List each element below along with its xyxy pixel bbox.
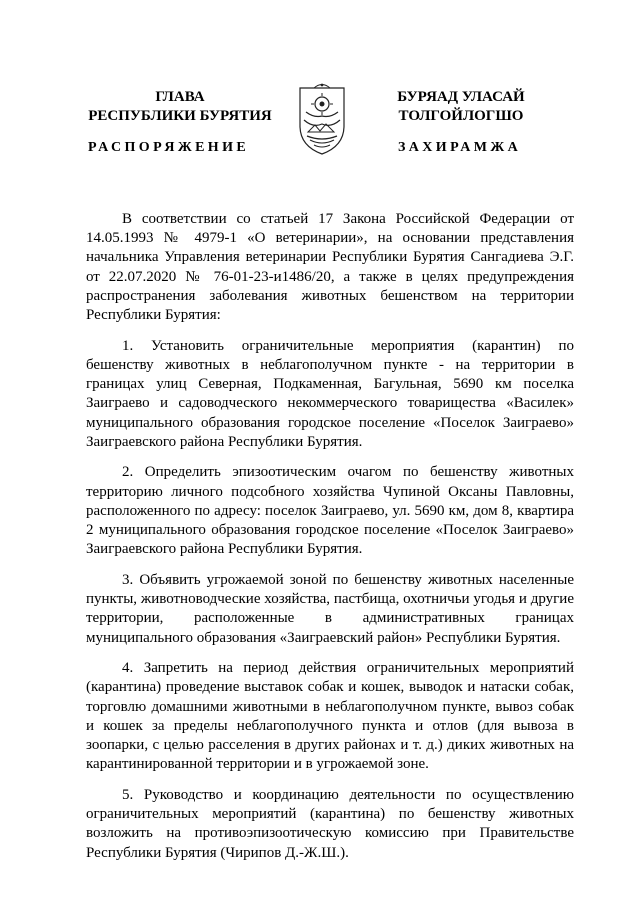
header-left-title: ГЛАВА <box>155 89 205 105</box>
preamble-paragraph: В соответствии со статьей 17 Закона Российской Федерации от 14.05.1993 № 4979-1 «О ветеринарии», на основании представления начальника Управления ветеринарии Республики Бурятия Сангадиева Э.Г. от 22.07.2020 № 76-01-23-и1486/20, а также в целях предупреждения распространения заболевания животных бешенством на территории Республики Бурятия: <box>86 211 574 324</box>
header-right-title: БУРЯАД УЛАСАЙ <box>397 89 525 105</box>
item-paragraph-1: 1. Установить ограничительные мероприятия (карантин) по бешенству животных в неблагополучном пункте - на территории в границах улиц Северная, Подкаменная, Багульная, 5690 км поселка Заиграево и садоводческого некоммерческого товарищества «Василек» муниципального образования городское поселение «Поселок Заиграево» Заиграевского района Республики Бурятия. <box>86 337 574 450</box>
document-body <box>86 210 574 874</box>
item-paragraph-5: 5. Руководство и координацию деятельности по осуществлению ограничительных мероприятий (карантина) по бешенству животных возложить на противоэпизоотическую комиссию при Правительстве Республики Бурятия (Чирипов Д.-Ж.Ш.). <box>86 786 574 861</box>
document-type-buryat: ЗАХИРАМЖА <box>398 140 522 155</box>
item-paragraph-3: 3. Объявить угрожаемой зоной по бешенству животных населенные пункты, животноводческие хозяйства, пастбища, охотничьи угодья и другие территории, расположенные в административных границах муниципального образования «Заиграевский район» Республики Бурятия. <box>86 571 574 646</box>
item-paragraph-4: 4. Запретить на период действия ограничительных мероприятий (карантина) проведение выставок собак и кошек, выводок и натаски собак, торговлю домашними животными в неблагополучном пункте, вывоз собак и кошек за пределы неблагополучного пункта и отлов (для вывоза в зоопарки, с целью расселения в других районах и т. д.) диких животных на карантинированной территории и в угрожаемой зоне. <box>86 660 574 773</box>
header-right <box>355 88 567 126</box>
item-paragraph-2: 2. Определить эпизоотическим очагом по бешенству животных территорию личного подсобного хозяйства Чупиной Оксаны Павловны, расположенного по адресу: поселок Заиграево, ул. 5690 км, дом 8, квартира 2 муниципального образования городское поселение «Поселок Заиграево» Заиграевского района Республики Бурятия. <box>86 464 574 558</box>
header-left-subtitle: РЕСПУБЛИКИ БУРЯТИЯ <box>88 108 272 124</box>
header-left <box>74 88 286 126</box>
document-type-russian: РАСПОРЯЖЕНИЕ <box>88 140 250 155</box>
header-right-subtitle: ТОЛГОЙЛОГШО <box>398 108 524 124</box>
coat-of-arms-icon <box>296 82 348 156</box>
